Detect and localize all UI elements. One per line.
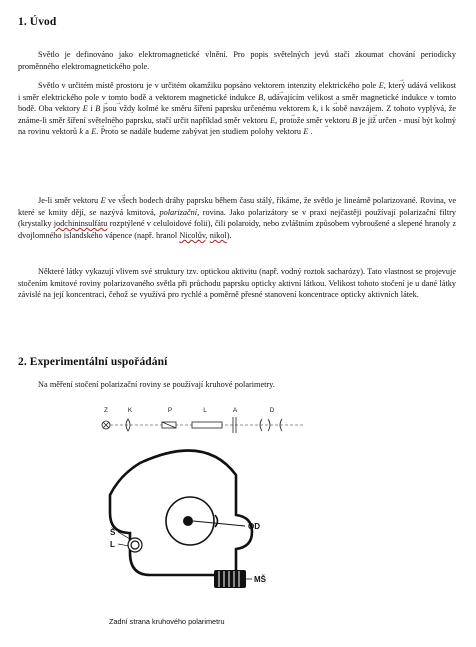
- vector-E: → E: [270, 116, 275, 125]
- schematic-labels: [104, 407, 275, 414]
- paragraph-vectors: Světlo v určitém místě prostoru je v určitém okamžiku popsáno vektorem intenzity elektrického pole → E, který udává velikost i směr elektrického pole v tomto bodě a vektorem magnetické indukce → B, udávajícím velikost a směr magnetické indukce v tomto bodě. Oba vektory → E i → B jsou vždy kolmé ke směru šíření paprsku určenému vektorem → k, i k sobě navzájem. Z tohoto vyplývá, že známe-li směr šíření světelného paprsku, stačí určit například směr vektoru → E, protože směr vektoru → B je již určen - musí být kolmý na rovinu vektorů → k a → E. Proto se nadále budeme zabývat jen studiem polohy vektoru → E .: [18, 80, 456, 138]
- label-S: Š: [110, 528, 116, 537]
- paragraph-polarization: Je-li směr vektoru → E ve všech bodech dráhy paprsku během času stálý, říkáme, že světlo je lineárně polarizované. Rovina, ve které se kmity dějí, se nazývá kmitová, polarizační, rovina. Jako polarizátory se v praxi nejčastěji používají polarizační filtry (krystalky jodchininsulfátu rozptýlené v celuloidové folii), čili polaroidy, nebo zvláštním způsobem vybroušené a slepené hranoly z dvojlomného islandského vápence (např. hranol Nicolův, nikol).: [18, 195, 456, 241]
- spellcheck-word: jodchininsulfátu: [53, 219, 108, 229]
- light-source: [102, 421, 110, 429]
- section-2-heading: 2. Experimentální uspořádání: [18, 356, 168, 368]
- vector-E: → E: [303, 127, 308, 136]
- paragraph-intro: Světlo je definováno jako elektromagnetické vlnění. Pro popis světelných jevů stačí zkoumat chování periodicky proměnného elektromagnetického pole.: [18, 50, 456, 71]
- label-K: K: [127, 407, 133, 414]
- figure-caption: Zadní strana kruhového polarimetru: [109, 617, 225, 626]
- vector-B: → B: [352, 116, 357, 125]
- vector-B: → B: [258, 93, 263, 102]
- eyepiece-dot: [183, 516, 193, 526]
- left-knob: [128, 538, 142, 552]
- paragraph-polarimeters: Na měření stočení polarizační roviny se používají kruhové polarimetry.: [38, 380, 275, 389]
- vector-B: → B: [95, 104, 100, 113]
- polarimeter-rear-illustration: [0, 435, 476, 610]
- pointer-OD: [193, 521, 245, 526]
- section-1-heading: 1. Úvod: [18, 16, 57, 28]
- label-Z: Z: [104, 407, 108, 414]
- label-A: A: [232, 407, 238, 414]
- vector-k: → k: [312, 104, 316, 113]
- vector-E: → E: [379, 81, 384, 90]
- paragraph-optical-activity: Některé látky vykazují vlivem své struktury tzv. optickou aktivitu (např. vodný roztok sacharózy). Tato vlastnost se projevuje stočením kmitové roviny polarizovaného světla při průchodu paprsku opticky aktivní látkou. Velikost tohoto stočení je u dané látky závislé na její koncentraci, čehož se využívá pro rychlé a poměrně přesné stanovení koncentrace opticky aktivních látek.: [18, 267, 456, 300]
- polarizer: [162, 422, 176, 428]
- vector-E: → E: [83, 104, 88, 113]
- spellcheck-word: nikol: [209, 230, 227, 240]
- label-OD: OD: [248, 522, 260, 531]
- vector-E: → E: [101, 196, 106, 205]
- screw-MS: [214, 570, 246, 588]
- polarimeter-body: [110, 451, 252, 576]
- spellcheck-word: Nicolův: [179, 230, 206, 240]
- vector-E: → E: [91, 127, 96, 136]
- label-P: P: [167, 407, 173, 414]
- vector-k: → k: [79, 127, 83, 136]
- label-L: L: [203, 407, 207, 414]
- label-L: L: [110, 540, 115, 549]
- label-D: D: [269, 407, 275, 414]
- sample-tube: [192, 422, 222, 428]
- pointer-L: [118, 544, 129, 546]
- label-MS: MŠ: [254, 575, 266, 584]
